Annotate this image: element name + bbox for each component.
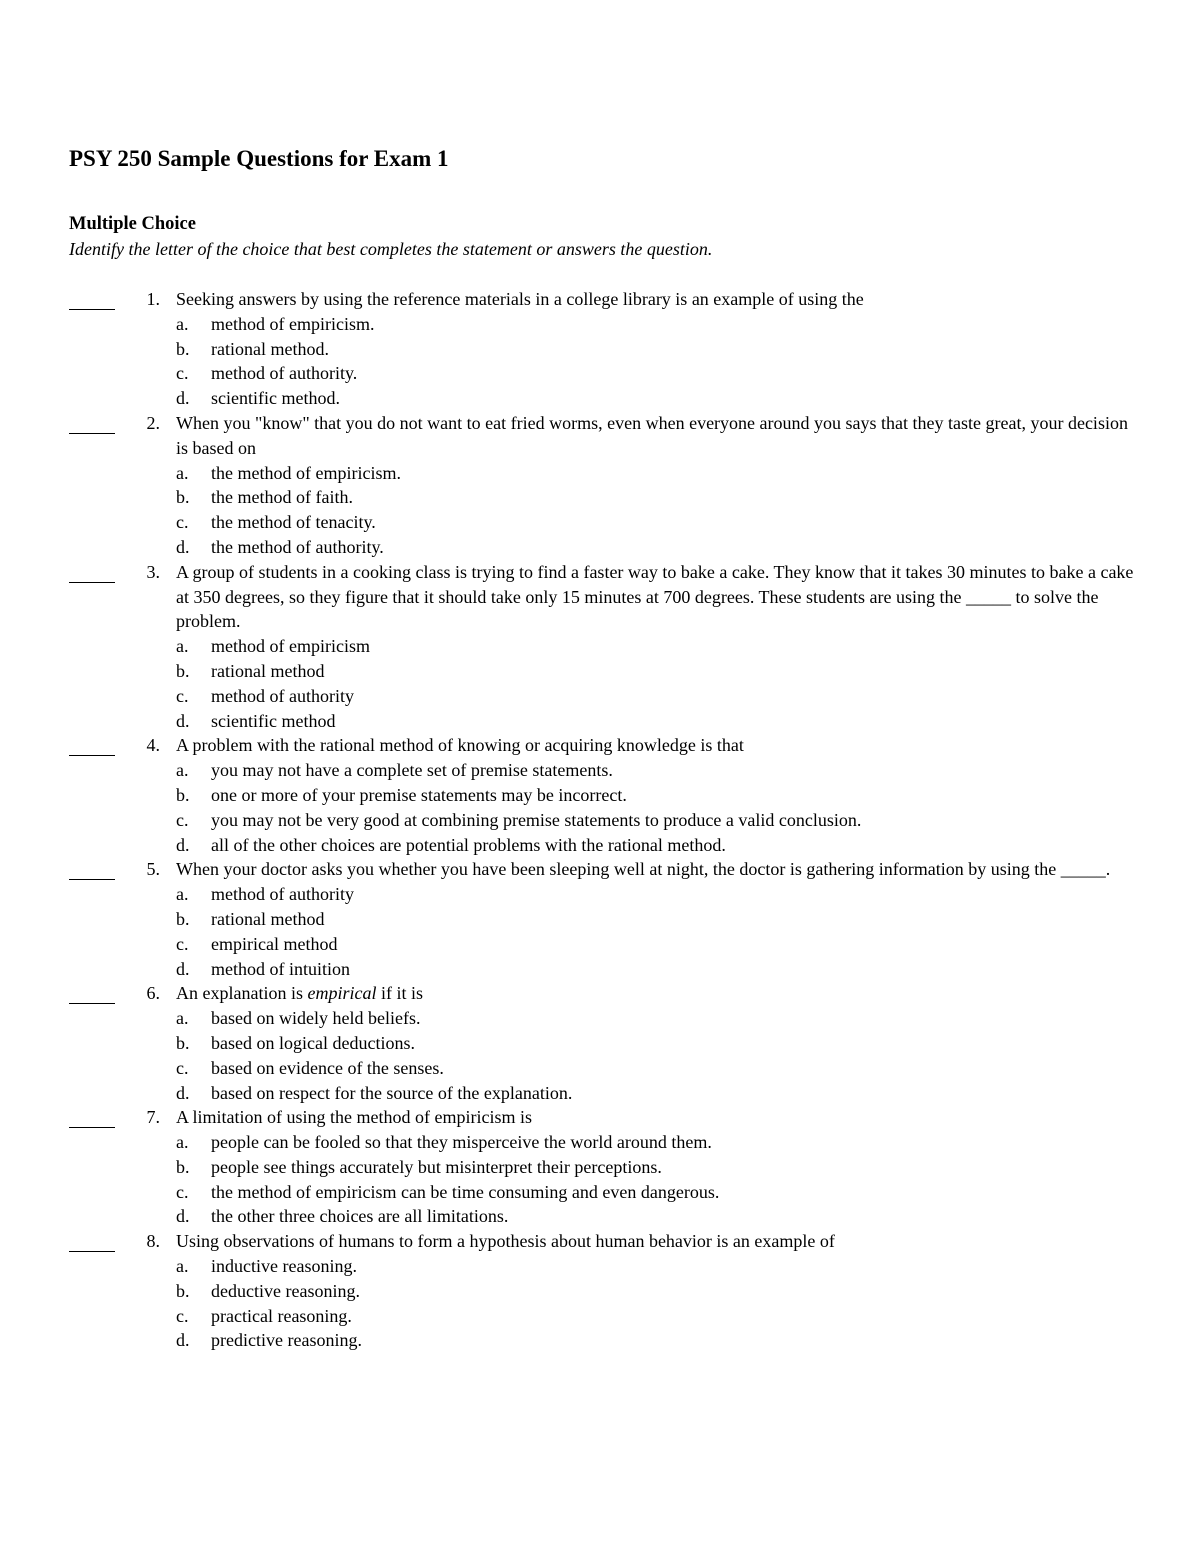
choice-text: method of empiricism. [211, 313, 375, 334]
question-number: 2. [146, 412, 160, 433]
choice-b [176, 337, 1139, 362]
choice-letter: c. [176, 685, 189, 706]
question-number: 4. [146, 735, 160, 756]
choice-text: the method of authority. [211, 536, 384, 557]
choice-text: people can be fooled so that they misperceive the world around them. [211, 1132, 712, 1153]
choice-letter: a. [176, 313, 189, 334]
choice-c [176, 932, 1139, 957]
choice-c [176, 684, 1139, 709]
question-stem: A limitation of using the method of empiricism is [176, 1107, 532, 1128]
choice-text: the method of empiricism can be time consuming and even dangerous. [211, 1181, 720, 1202]
choice-text: the other three choices are all limitations. [211, 1206, 509, 1227]
question-stem: Using observations of humans to form a hypothesis about human behavior is an example of [176, 1231, 835, 1252]
choice-letter: b. [176, 784, 190, 805]
question-stem: When you "know" that you do not want to eat fried worms, even when everyone around you says that they taste great, your decision is based on [176, 412, 1128, 458]
choice-d [176, 1328, 1139, 1353]
choice-text: method of intuition [211, 958, 350, 979]
choice-letter: c. [176, 1181, 189, 1202]
choice-a [176, 312, 1139, 337]
choice-a [176, 1254, 1139, 1279]
choice-b [176, 1155, 1139, 1180]
choice-letter: d. [176, 710, 190, 731]
choice-letter: d. [176, 1330, 190, 1351]
choice-letter: c. [176, 809, 189, 830]
choice-letter: b. [176, 338, 190, 359]
choice-text: based on evidence of the senses. [211, 1057, 444, 1078]
choice-letter: c. [176, 1057, 189, 1078]
choice-b [176, 659, 1139, 684]
choice-letter: b. [176, 1156, 190, 1177]
choice-a [176, 461, 1139, 486]
choice-letter: d. [176, 958, 190, 979]
choice-letter: a. [176, 462, 189, 483]
choice-text: method of authority [211, 685, 354, 706]
choice-b [176, 1031, 1139, 1056]
question-number: 3. [146, 561, 160, 582]
choice-a [176, 882, 1139, 907]
question-number: 7. [146, 1107, 160, 1128]
choice-letter: b. [176, 660, 190, 681]
question-stem: When your doctor asks you whether you have been sleeping well at night, the doctor is gathering information by using the _____. [176, 859, 1111, 880]
question-stem: A group of students in a cooking class is trying to find a faster way to bake a cake. They know that it takes 30 minutes to bake a cake at 350 degrees, so they figure that it should take only 15 minutes at 700 degrees. These students are using the _____ to solve the problem. [176, 561, 1134, 632]
choice-letter: d. [176, 1082, 190, 1103]
choice-text: scientific method. [211, 388, 340, 409]
choice-d [176, 1081, 1139, 1106]
question-stem [176, 981, 1139, 1006]
choice-letter: b. [176, 487, 190, 508]
choice-d [176, 386, 1139, 411]
page-title: PSY 250 Sample Questions for Exam 1 [69, 146, 449, 171]
choice-letter: a. [176, 760, 189, 781]
question-8 [69, 1229, 1139, 1353]
choice-a [176, 758, 1139, 783]
choice-text: method of authority. [211, 363, 358, 384]
choice-text: people see things accurately but misinterpret their perceptions. [211, 1156, 662, 1177]
choice-text: the method of empiricism. [211, 462, 401, 483]
choice-text: rational method [211, 908, 325, 929]
stem-emphasis: empirical [307, 983, 377, 1004]
question-number: 8. [146, 1231, 160, 1252]
choice-d [176, 1204, 1139, 1229]
choice-text: method of empiricism [211, 636, 370, 657]
choice-b [176, 783, 1139, 808]
choice-text: based on respect for the source of the explanation. [211, 1082, 573, 1103]
choice-letter: c. [176, 1305, 189, 1326]
choice-letter: b. [176, 1280, 190, 1301]
choice-b [176, 1279, 1139, 1304]
choice-text: scientific method [211, 710, 336, 731]
choice-d [176, 535, 1139, 560]
question-number: 5. [146, 859, 160, 880]
question-list [69, 287, 1139, 1353]
choice-letter: a. [176, 1256, 189, 1277]
choice-c [176, 1180, 1139, 1205]
stem-text-before: An explanation is [176, 983, 308, 1004]
choice-letter: a. [176, 636, 189, 657]
choice-text: all of the other choices are potential problems with the rational method. [211, 834, 726, 855]
choice-letter: a. [176, 884, 189, 905]
choice-letter: b. [176, 908, 190, 929]
choice-letter: c. [176, 363, 189, 384]
choice-text: based on logical deductions. [211, 1032, 415, 1053]
choice-text: method of authority [211, 884, 354, 905]
choice-letter: c. [176, 933, 189, 954]
question-3 [69, 560, 1139, 734]
question-6 [69, 981, 1139, 1105]
choice-text: deductive reasoning. [211, 1280, 360, 1301]
choice-text: empirical method [211, 933, 338, 954]
choice-letter: c. [176, 512, 189, 533]
question-4 [69, 733, 1139, 857]
choice-c [176, 808, 1139, 833]
choice-letter: d. [176, 1206, 190, 1227]
choice-text: one or more of your premise statements may be incorrect. [211, 784, 627, 805]
choice-c [176, 1056, 1139, 1081]
choice-c [176, 361, 1139, 386]
choice-text: you may not have a complete set of premise statements. [211, 760, 613, 781]
choice-text: you may not be very good at combining premise statements to produce a valid conclusion. [211, 809, 862, 830]
question-5 [69, 857, 1139, 981]
choice-b [176, 907, 1139, 932]
choice-text: inductive reasoning. [211, 1256, 357, 1277]
question-stem: A problem with the rational method of knowing or acquiring knowledge is that [176, 735, 744, 756]
question-number: 6. [146, 983, 160, 1004]
choice-letter: a. [176, 1008, 189, 1029]
choice-text: the method of tenacity. [211, 512, 376, 533]
choice-c [176, 1304, 1139, 1329]
choice-letter: d. [176, 536, 190, 557]
question-2 [69, 411, 1139, 560]
choice-letter: a. [176, 1132, 189, 1153]
choice-a [176, 634, 1139, 659]
question-7 [69, 1105, 1139, 1229]
choice-letter: d. [176, 388, 190, 409]
choice-letter: b. [176, 1032, 190, 1053]
choice-text: based on widely held beliefs. [211, 1008, 421, 1029]
choice-text: rational method [211, 660, 325, 681]
section-heading: Multiple Choice [69, 214, 196, 234]
question-1 [69, 287, 1139, 411]
choice-letter: d. [176, 834, 190, 855]
choice-d [176, 957, 1139, 982]
choice-a [176, 1006, 1139, 1031]
choice-b [176, 485, 1139, 510]
choice-text: the method of faith. [211, 487, 353, 508]
instructions-text: Identify the letter of the choice that best completes the statement or answers the question. [69, 239, 713, 259]
choice-c [176, 510, 1139, 535]
choice-a [176, 1130, 1139, 1155]
choice-text: predictive reasoning. [211, 1330, 362, 1351]
choice-d [176, 709, 1139, 734]
stem-text-after: if it is [376, 983, 423, 1004]
question-number: 1. [146, 289, 160, 309]
question-stem: Seeking answers by using the reference materials in a college library is an example of using the [176, 289, 864, 309]
choice-d [176, 833, 1139, 858]
choice-text: rational method. [211, 338, 329, 359]
choice-text: practical reasoning. [211, 1305, 352, 1326]
